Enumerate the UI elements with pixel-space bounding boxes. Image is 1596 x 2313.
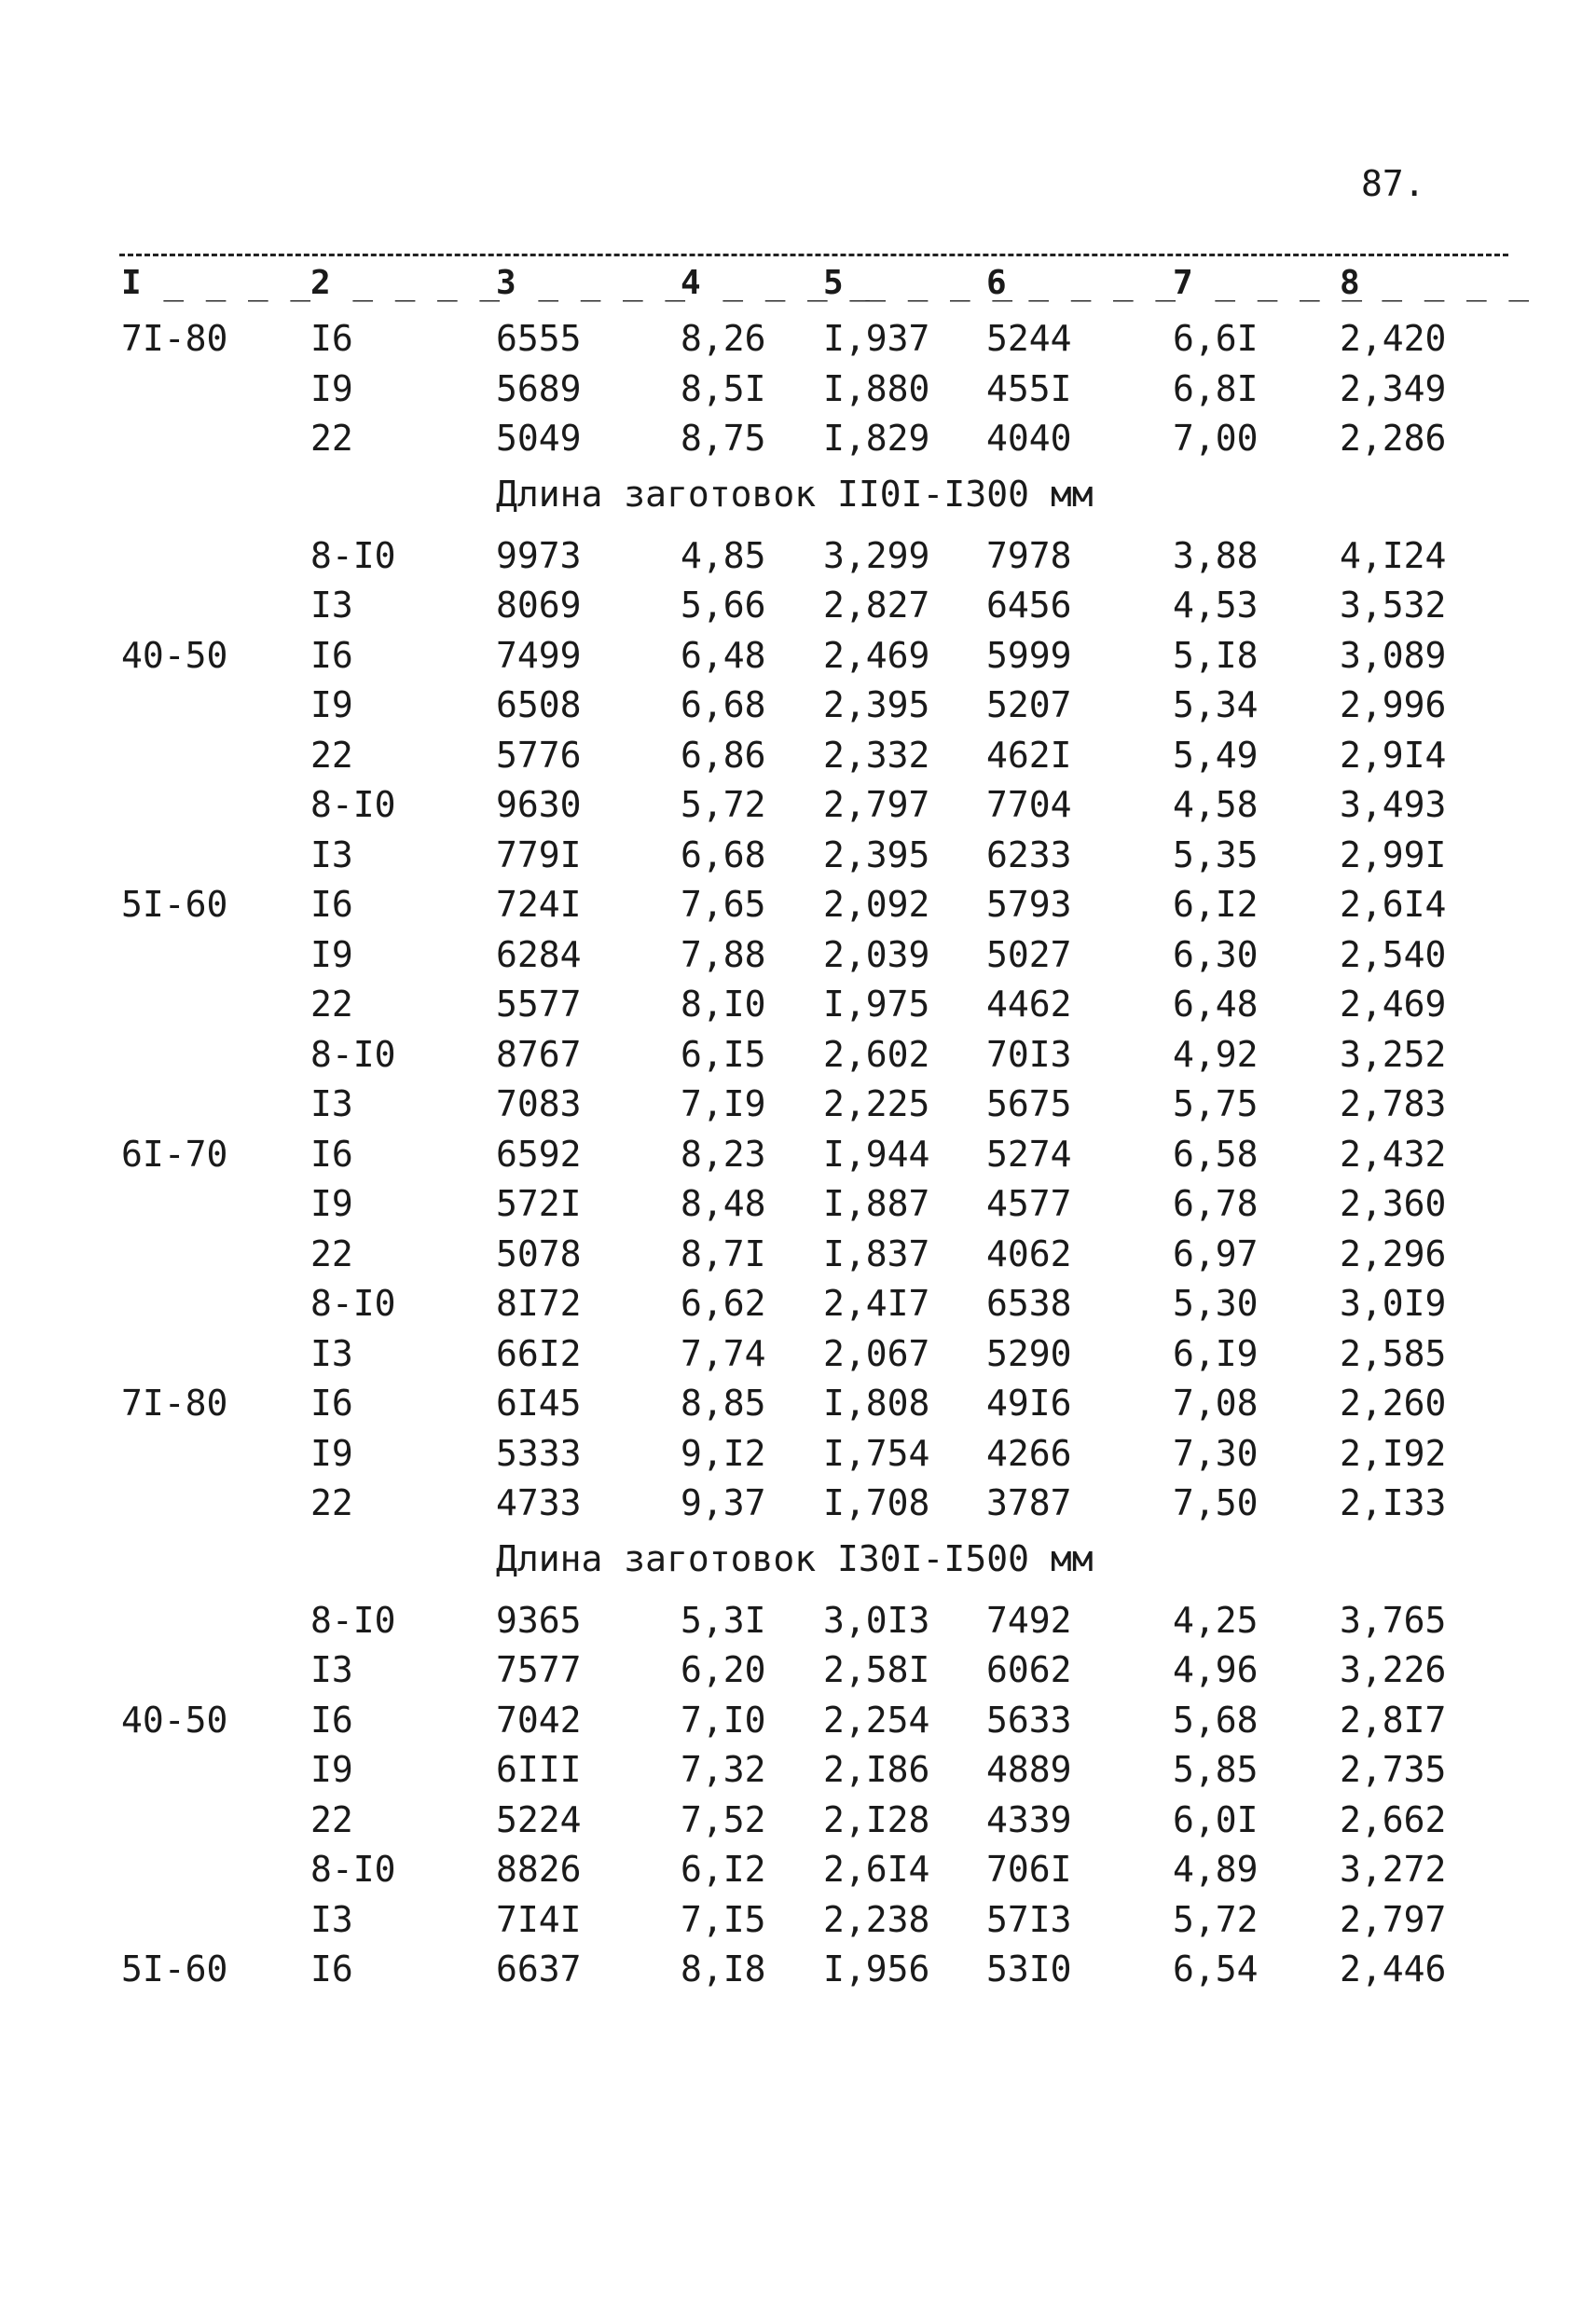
table-row — [0, 1943, 1596, 1993]
table-cell: 6,6I — [1173, 318, 1259, 359]
table-cell: 4,96 — [1173, 1649, 1259, 1690]
table-cell: 2,6I4 — [1340, 884, 1447, 925]
table-cell: 9,37 — [681, 1482, 766, 1523]
table-cell: 2,9I4 — [1340, 734, 1447, 776]
table-cell: 4733 — [496, 1482, 582, 1523]
table-row — [0, 778, 1596, 829]
table-cell: 7I4I — [496, 1898, 582, 1940]
table-cell: 2,469 — [1340, 984, 1447, 1025]
table-cell: 3787 — [986, 1482, 1072, 1523]
table-cell: 5633 — [986, 1699, 1072, 1741]
table-row — [0, 1644, 1596, 1694]
table-cell: 7I-80 — [121, 1383, 228, 1424]
table-row — [0, 679, 1596, 729]
table-cell: 2,296 — [1340, 1232, 1447, 1274]
table-cell: 5I-60 — [121, 884, 228, 925]
table-cell: 5,35 — [1173, 833, 1259, 875]
table-cell: 4040 — [986, 418, 1072, 459]
table-cell: 6538 — [986, 1283, 1072, 1324]
table-cell: 6456 — [986, 585, 1072, 626]
table-cell: 6233 — [986, 833, 1072, 875]
table-cell: 8,I8 — [681, 1948, 766, 1989]
table-cell: 8,23 — [681, 1133, 766, 1175]
table-cell: 22 — [310, 1798, 353, 1840]
table-row — [0, 1477, 1596, 1527]
table-cell: 455I — [986, 367, 1072, 409]
table-cell: 8,5I — [681, 367, 766, 409]
table-cell: I6 — [310, 1383, 353, 1424]
table-cell: 2,360 — [1340, 1183, 1447, 1224]
table-cell: 22 — [310, 984, 353, 1025]
column-header: I _ _ _ _ — [121, 264, 311, 302]
table-cell: 5,72 — [1173, 1898, 1259, 1940]
table-cell: 8,7I — [681, 1232, 766, 1274]
table-cell: 6284 — [496, 933, 582, 975]
table-cell: I,754 — [823, 1432, 930, 1474]
table-cell: 3,493 — [1340, 784, 1447, 825]
table-cell: 2,225 — [823, 1083, 930, 1124]
table-cell: 2,783 — [1340, 1083, 1447, 1124]
table-row — [0, 729, 1596, 779]
table-cell: 4889 — [986, 1749, 1072, 1790]
table-cell: 5793 — [986, 884, 1072, 925]
table-cell: 2,446 — [1340, 1948, 1447, 1989]
table-cell: 7,30 — [1173, 1432, 1259, 1474]
table-row — [0, 312, 1596, 363]
table-cell: I6 — [310, 318, 353, 359]
table-cell: 2,58I — [823, 1649, 930, 1690]
table-cell: I,708 — [823, 1482, 930, 1523]
table-cell: 7,I0 — [681, 1699, 766, 1741]
table-cell: 4062 — [986, 1232, 1072, 1274]
table-cell: 3,089 — [1340, 634, 1447, 676]
table-cell: 2,602 — [823, 1033, 930, 1075]
table-cell: 8767 — [496, 1033, 582, 1075]
table-cell: 6I-70 — [121, 1133, 228, 1175]
table-row — [0, 530, 1596, 580]
table-cell: 706I — [986, 1849, 1072, 1890]
table-cell: I,975 — [823, 984, 930, 1025]
table-row — [0, 1078, 1596, 1128]
table-cell: 572I — [496, 1183, 582, 1224]
table-row — [0, 1843, 1596, 1893]
table-cell: I9 — [310, 933, 353, 975]
table-row — [0, 629, 1596, 680]
table-cell: 6,48 — [1173, 984, 1259, 1025]
table-cell: 5078 — [496, 1232, 582, 1274]
table-cell: 3,272 — [1340, 1849, 1447, 1890]
table-cell: 6,8I — [1173, 367, 1259, 409]
table-cell: 6637 — [496, 1948, 582, 1989]
table-cell: 7,50 — [1173, 1482, 1259, 1523]
table-cell: 6,I2 — [681, 1849, 766, 1890]
column-header: 7 _ _ _ _ — [1173, 264, 1363, 302]
table-cell: 6555 — [496, 318, 582, 359]
table-row — [0, 1694, 1596, 1744]
table-cell: I,937 — [823, 318, 930, 359]
table-cell: I9 — [310, 1749, 353, 1790]
table-cell: I,880 — [823, 367, 930, 409]
table-cell: 6I45 — [496, 1383, 582, 1424]
table-cell: 3,765 — [1340, 1599, 1447, 1641]
table-cell: 5,75 — [1173, 1083, 1259, 1124]
table-row — [0, 1794, 1596, 1844]
table-cell: 2,4I7 — [823, 1283, 930, 1324]
column-header: 5 _ _ _ _ — [823, 264, 1013, 302]
table-cell: 2,540 — [1340, 933, 1447, 975]
table-row — [0, 1377, 1596, 1427]
table-cell: 40-50 — [121, 634, 228, 676]
table-cell: 22 — [310, 1482, 353, 1523]
table-body — [0, 312, 1596, 1993]
table-cell: 8,75 — [681, 418, 766, 459]
table-cell: 6,I2 — [1173, 884, 1259, 925]
table-cell: I,829 — [823, 418, 930, 459]
section-title: Длина заготовок I30I-I500 мм — [496, 1537, 1094, 1579]
table-row — [0, 1893, 1596, 1944]
table-cell: I9 — [310, 684, 353, 725]
table-cell: 4,25 — [1173, 1599, 1259, 1641]
column-header: 2 _ _ _ _ — [310, 264, 501, 302]
table-cell: 8,85 — [681, 1383, 766, 1424]
table-cell: 2,I86 — [823, 1749, 930, 1790]
table-cell: 5244 — [986, 318, 1072, 359]
table-cell: 5,68 — [1173, 1699, 1259, 1741]
table-cell: 5577 — [496, 984, 582, 1025]
table-cell: 3,226 — [1340, 1649, 1447, 1690]
table-row — [0, 1277, 1596, 1328]
table-cell: 8,48 — [681, 1183, 766, 1224]
table-cell: 5,49 — [1173, 734, 1259, 776]
table-cell: 8-I0 — [310, 1599, 396, 1641]
table-cell: 22 — [310, 734, 353, 776]
table-cell: I3 — [310, 1649, 353, 1690]
table-cell: 2,585 — [1340, 1332, 1447, 1374]
table-cell: 2,254 — [823, 1699, 930, 1741]
table-cell: 6,0I — [1173, 1798, 1259, 1840]
table-cell: 6,I9 — [1173, 1332, 1259, 1374]
table-cell: 2,395 — [823, 684, 930, 725]
table-cell: 8I72 — [496, 1283, 582, 1324]
table-cell: 724I — [496, 884, 582, 925]
table-cell: 5689 — [496, 367, 582, 409]
table-cell: 2,067 — [823, 1332, 930, 1374]
section-heading — [0, 1527, 1596, 1594]
table-cell: 2,797 — [1340, 1898, 1447, 1940]
table-cell: I6 — [310, 884, 353, 925]
table-cell: 8,26 — [681, 318, 766, 359]
table-cell: 5,I8 — [1173, 634, 1259, 676]
table-cell: 5274 — [986, 1133, 1072, 1175]
table-cell: 8-I0 — [310, 1849, 396, 1890]
table-row — [0, 1743, 1596, 1794]
table-cell: 7499 — [496, 634, 582, 676]
table-cell: 3,0I3 — [823, 1599, 930, 1641]
column-header: 8 _ _ _ _ — [1340, 264, 1530, 302]
table-cell: 6,68 — [681, 833, 766, 875]
table-cell: 3,532 — [1340, 585, 1447, 626]
table-cell: 7577 — [496, 1649, 582, 1690]
table-cell: 7978 — [986, 534, 1072, 576]
table-cell: 6,54 — [1173, 1948, 1259, 1989]
table-cell: 2,349 — [1340, 367, 1447, 409]
table-cell: 2,286 — [1340, 418, 1447, 459]
table-cell: 7I-80 — [121, 318, 228, 359]
table-cell: 5,66 — [681, 585, 766, 626]
table-cell: 6,78 — [1173, 1183, 1259, 1224]
table-cell: 22 — [310, 1232, 353, 1274]
table-cell: 6,86 — [681, 734, 766, 776]
table-cell: I9 — [310, 1432, 353, 1474]
table-cell: 6592 — [496, 1133, 582, 1175]
table-cell: 5333 — [496, 1432, 582, 1474]
table-cell: 6,97 — [1173, 1232, 1259, 1274]
table-cell: 8-I0 — [310, 534, 396, 576]
table-cell: 3,299 — [823, 534, 930, 576]
table-cell: 462I — [986, 734, 1072, 776]
table-cell: 6,62 — [681, 1283, 766, 1324]
table-cell: 8,I0 — [681, 984, 766, 1025]
table-cell: 4,I24 — [1340, 534, 1447, 576]
section-title: Длина заготовок II0I-I300 мм — [496, 473, 1094, 515]
table-row — [0, 1177, 1596, 1228]
table-cell: I3 — [310, 585, 353, 626]
table-cell: 9973 — [496, 534, 582, 576]
table-cell: 7083 — [496, 1083, 582, 1124]
table-cell: I3 — [310, 1083, 353, 1124]
table-cell: 2,469 — [823, 634, 930, 676]
table-cell: 2,I33 — [1340, 1482, 1447, 1523]
table-cell: I,887 — [823, 1183, 930, 1224]
table-cell: 7042 — [496, 1699, 582, 1741]
table-cell: 8069 — [496, 585, 582, 626]
table-cell: 49I6 — [986, 1383, 1072, 1424]
table-cell: 7,I5 — [681, 1898, 766, 1940]
column-header: 4 _ _ _ _ — [681, 264, 871, 302]
table-cell: I,956 — [823, 1948, 930, 1989]
table-cell: 2,827 — [823, 585, 930, 626]
table-cell: I3 — [310, 1898, 353, 1940]
table-cell: 5I-60 — [121, 1948, 228, 1989]
table-cell: 6,20 — [681, 1649, 766, 1690]
table-cell: 8-I0 — [310, 1033, 396, 1075]
table-cell: 8826 — [496, 1849, 582, 1890]
table-cell: 6,48 — [681, 634, 766, 676]
table-cell: 9,I2 — [681, 1432, 766, 1474]
table-cell: I,944 — [823, 1133, 930, 1175]
table-cell: 9365 — [496, 1599, 582, 1641]
table-cell: 4462 — [986, 984, 1072, 1025]
column-header-row — [0, 264, 1596, 312]
table-cell: I3 — [310, 1332, 353, 1374]
table-cell: 2,332 — [823, 734, 930, 776]
table-cell: I6 — [310, 1133, 353, 1175]
table-row — [0, 929, 1596, 979]
table-cell: I9 — [310, 1183, 353, 1224]
table-cell: 6,68 — [681, 684, 766, 725]
table-cell: 5675 — [986, 1083, 1072, 1124]
table-cell: 5,30 — [1173, 1283, 1259, 1324]
table-cell: 7,08 — [1173, 1383, 1259, 1424]
table-cell: 7,88 — [681, 933, 766, 975]
section-heading — [0, 462, 1596, 530]
table-cell: 4,58 — [1173, 784, 1259, 825]
table-row — [0, 412, 1596, 462]
table-cell: 2,039 — [823, 933, 930, 975]
table-cell: 4,53 — [1173, 585, 1259, 626]
table-cell: 4339 — [986, 1798, 1072, 1840]
table-cell: 7704 — [986, 784, 1072, 825]
table-cell: 5224 — [496, 1798, 582, 1840]
dashed-rule — [119, 254, 1508, 256]
table-cell: I9 — [310, 367, 353, 409]
table-cell: 9630 — [496, 784, 582, 825]
table-cell: 2,395 — [823, 833, 930, 875]
table-cell: 6508 — [496, 684, 582, 725]
table-cell: 8-I0 — [310, 1283, 396, 1324]
table-row — [0, 1028, 1596, 1079]
table-cell: 2,662 — [1340, 1798, 1447, 1840]
table-row — [0, 878, 1596, 929]
table-cell: 5207 — [986, 684, 1072, 725]
table-cell: 6III — [496, 1749, 582, 1790]
table-cell: 6,I5 — [681, 1033, 766, 1075]
page-number: 87. — [1361, 163, 1425, 204]
column-header: 3 _ _ _ _ — [496, 264, 686, 302]
table-cell: 7,52 — [681, 1798, 766, 1840]
table-cell: 4577 — [986, 1183, 1072, 1224]
table-row — [0, 1594, 1596, 1645]
table-cell: 5,34 — [1173, 684, 1259, 725]
table-row — [0, 829, 1596, 879]
table-cell: 4,85 — [681, 534, 766, 576]
table-cell: 2,260 — [1340, 1383, 1447, 1424]
table-cell: 22 — [310, 418, 353, 459]
table-cell: 7,00 — [1173, 418, 1259, 459]
table-cell: 2,432 — [1340, 1133, 1447, 1175]
table-cell: 779I — [496, 833, 582, 875]
table-cell: 66I2 — [496, 1332, 582, 1374]
table-row — [0, 1128, 1596, 1178]
column-header: 6 _ _ _ _ — [986, 264, 1176, 302]
table-row — [0, 978, 1596, 1028]
table-cell: 2,092 — [823, 884, 930, 925]
table-cell: 70I3 — [986, 1033, 1072, 1075]
table-cell: I,837 — [823, 1232, 930, 1274]
table-cell: 7,74 — [681, 1332, 766, 1374]
table-row — [0, 1228, 1596, 1278]
table-cell: I6 — [310, 1948, 353, 1989]
table-cell: 2,6I4 — [823, 1849, 930, 1890]
table-cell: I6 — [310, 634, 353, 676]
table-cell: 7,32 — [681, 1749, 766, 1790]
table-cell: 5,85 — [1173, 1749, 1259, 1790]
table-cell: 6062 — [986, 1649, 1072, 1690]
table-cell: 7,65 — [681, 884, 766, 925]
table-cell: 2,996 — [1340, 684, 1447, 725]
table-cell: 4266 — [986, 1432, 1072, 1474]
table-cell: 7,I9 — [681, 1083, 766, 1124]
table-cell: 6,58 — [1173, 1133, 1259, 1175]
table-cell: 5,72 — [681, 784, 766, 825]
table-cell: 53I0 — [986, 1948, 1072, 1989]
table-cell: 5049 — [496, 418, 582, 459]
table-cell: 7492 — [986, 1599, 1072, 1641]
table-cell: 2,I92 — [1340, 1432, 1447, 1474]
table-cell: 3,0I9 — [1340, 1283, 1447, 1324]
table-cell: 3,88 — [1173, 534, 1259, 576]
table-cell: 8-I0 — [310, 784, 396, 825]
table-cell: 40-50 — [121, 1699, 228, 1741]
table-cell: 3,252 — [1340, 1033, 1447, 1075]
table-cell: I6 — [310, 1699, 353, 1741]
table-cell: 5290 — [986, 1332, 1072, 1374]
table-cell: 57I3 — [986, 1898, 1072, 1940]
table-cell: 2,735 — [1340, 1749, 1447, 1790]
table-row — [0, 579, 1596, 629]
table-cell: 4,89 — [1173, 1849, 1259, 1890]
table-cell: 2,8I7 — [1340, 1699, 1447, 1741]
table-cell: 2,238 — [823, 1898, 930, 1940]
table-row — [0, 363, 1596, 413]
table-cell: 5,3I — [681, 1599, 766, 1641]
table-cell: 6,30 — [1173, 933, 1259, 975]
table-cell: 2,420 — [1340, 318, 1447, 359]
table-cell: 5027 — [986, 933, 1072, 975]
table-cell: 5999 — [986, 634, 1072, 676]
table-cell: 2,99I — [1340, 833, 1447, 875]
table-cell: I,808 — [823, 1383, 930, 1424]
table-row — [0, 1427, 1596, 1478]
table-cell: I3 — [310, 833, 353, 875]
table-cell: 2,797 — [823, 784, 930, 825]
table-cell: 4,92 — [1173, 1033, 1259, 1075]
table-cell: 2,I28 — [823, 1798, 930, 1840]
table-cell: 5776 — [496, 734, 582, 776]
table-row — [0, 1328, 1596, 1378]
